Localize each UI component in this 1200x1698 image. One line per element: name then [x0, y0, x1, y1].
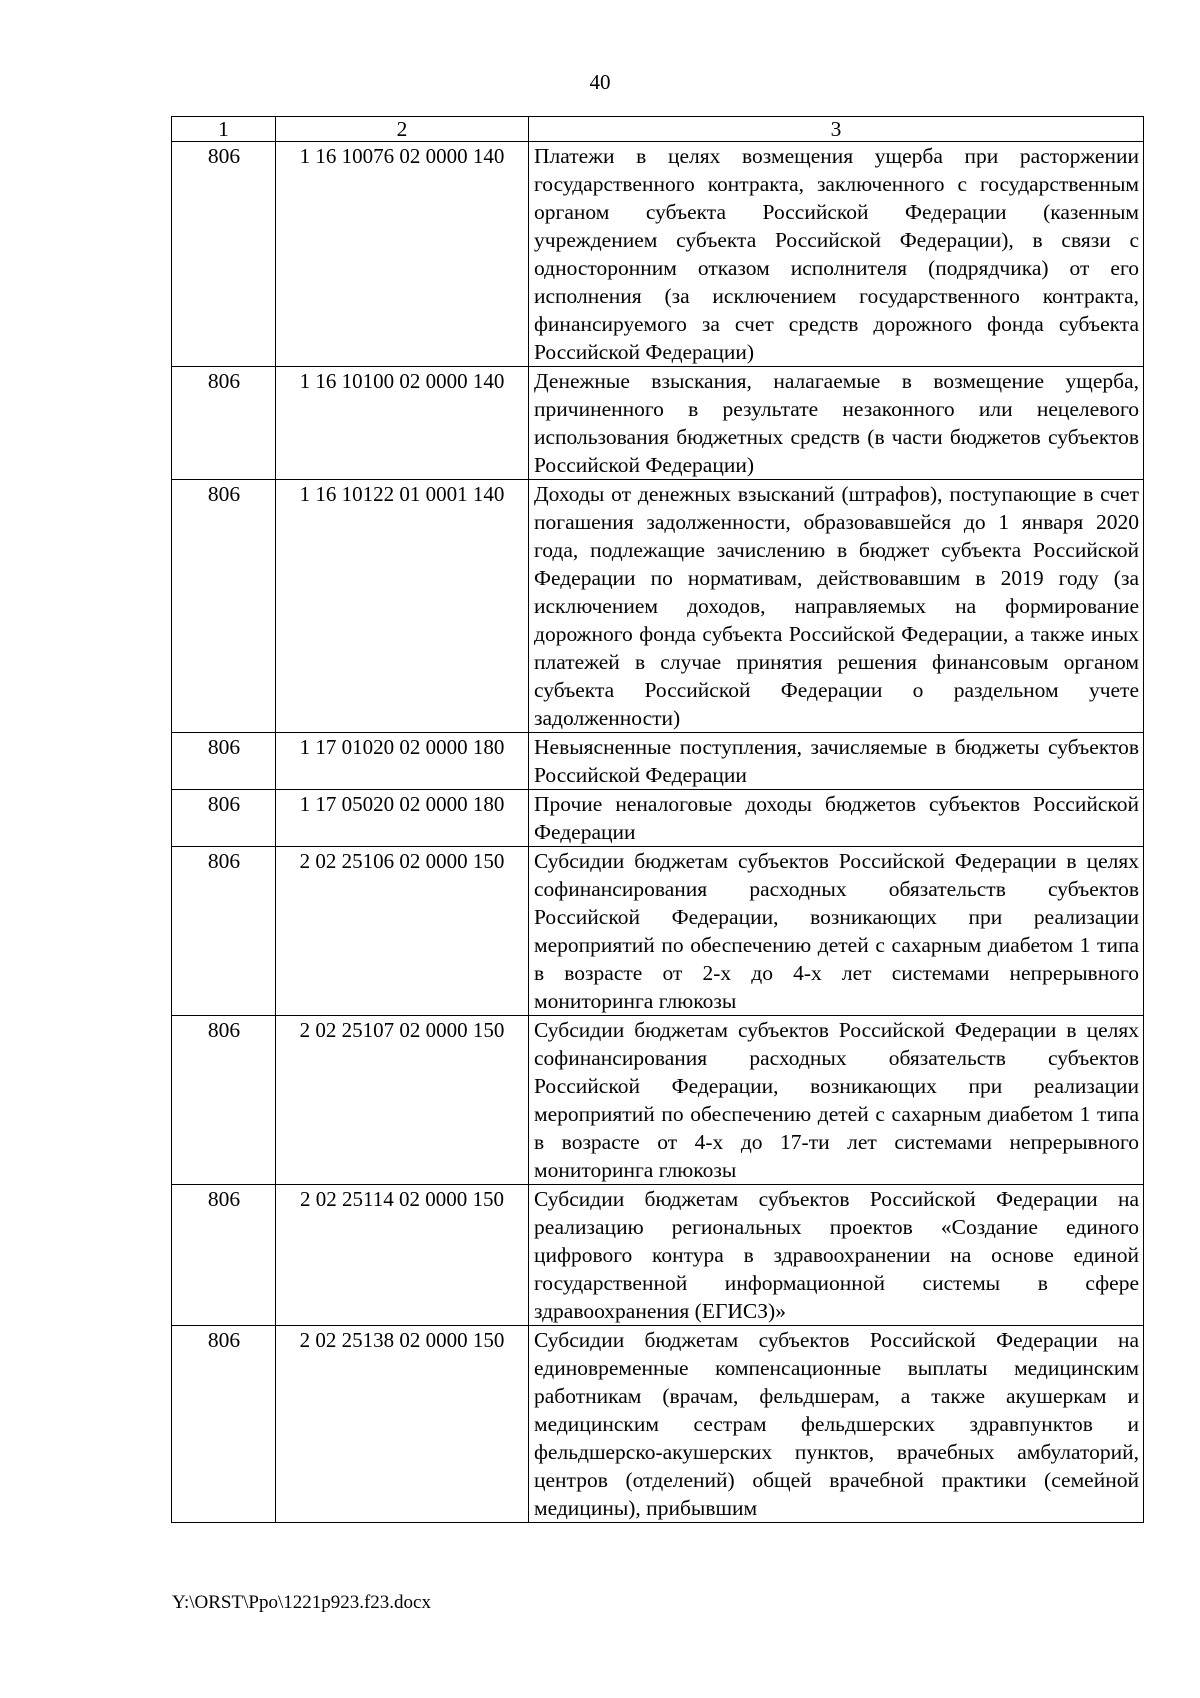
budget-code-cell: 1 16 10076 02 0000 140 — [276, 142, 529, 367]
budget-code-cell: 2 02 25106 02 0000 150 — [276, 847, 529, 1016]
budget-code-cell: 2 02 25107 02 0000 150 — [276, 1016, 529, 1185]
page-number: 40 — [589, 70, 611, 94]
income-name-cell: Платежи в целях возмещения ущерба при расторжении государственного контракта, заключенного с государственным органом субъекта Российской Федерации (казенным учреждением субъекта Российской Федерации), в связи с односторонним отказом исполнителя (подрядчика) от его исполнения (за исключением государственного контракта, финансируемого за счет средств дорожного фонда субъекта Российской Федерации) — [529, 142, 1144, 367]
income-codes-table — [171, 116, 1144, 1523]
income-name-cell: Субсидии бюджетам субъектов Российской Федерации в целях софинансирования расходных обязательств субъектов Российской Федерации, возникающих при реализации мероприятий по обеспечению детей с сахарным диабетом 1 типа в возрасте от 2-х до 4-х лет системами непрерывного мониторинга глюкозы — [529, 847, 1144, 1016]
table-row — [172, 1185, 1144, 1326]
admin-code-cell: 806 — [172, 1326, 276, 1523]
budget-code-cell: 1 17 05020 02 0000 180 — [276, 790, 529, 847]
admin-code-cell: 806 — [172, 847, 276, 1016]
admin-code-cell: 806 — [172, 1185, 276, 1326]
table-row — [172, 367, 1144, 480]
admin-code-cell: 806 — [172, 142, 276, 367]
column-header-1: 1 — [172, 117, 276, 142]
table-row — [172, 1016, 1144, 1185]
file-path-footer: Y:\ORST\Ppo\1221p923.f23.docx — [172, 1592, 431, 1613]
table-header-row — [172, 117, 1144, 142]
budget-code-cell: 1 16 10100 02 0000 140 — [276, 367, 529, 480]
budget-code-cell: 1 17 01020 02 0000 180 — [276, 733, 529, 790]
table-row — [172, 790, 1144, 847]
budget-code-cell: 1 16 10122 01 0001 140 — [276, 480, 529, 733]
income-name-cell: Субсидии бюджетам субъектов Российской Федерации на реализацию региональных проектов «Создание единого цифрового контура в здравоохранении на основе единой государственной информационной системы в сфере здравоохранения (ЕГИСЗ)» — [529, 1185, 1144, 1326]
budget-code-cell: 2 02 25114 02 0000 150 — [276, 1185, 529, 1326]
admin-code-cell: 806 — [172, 367, 276, 480]
income-name-cell: Доходы от денежных взысканий (штрафов), поступающие в счет погашения задолженности, образовавшейся до 1 января 2020 года, подлежащие зачислению в бюджет субъекта Российской Федерации по нормативам, действовавшим в 2019 году (за исключением доходов, направляемых на формирование дорожного фонда субъекта Российской Федерации, а также иных платежей в случае принятия решения финансовым органом субъекта Российской Федерации о раздельном учете задолженности) — [529, 480, 1144, 733]
table-row — [172, 847, 1144, 1016]
table-row — [172, 1326, 1144, 1523]
income-name-cell: Субсидии бюджетам субъектов Российской Федерации в целях софинансирования расходных обязательств субъектов Российской Федерации, возникающих при реализации мероприятий по обеспечению детей с сахарным диабетом 1 типа в возрасте от 4-х до 17-ти лет системами непрерывного мониторинга глюкозы — [529, 1016, 1144, 1185]
column-header-2: 2 — [276, 117, 529, 142]
budget-code-cell: 2 02 25138 02 0000 150 — [276, 1326, 529, 1523]
table-row — [172, 733, 1144, 790]
table-row — [172, 480, 1144, 733]
admin-code-cell: 806 — [172, 733, 276, 790]
income-name-cell: Денежные взыскания, налагаемые в возмещение ущерба, причиненного в результате незаконного или нецелевого использования бюджетных средств (в части бюджетов субъектов Российской Федерации) — [529, 367, 1144, 480]
income-name-cell: Субсидии бюджетам субъектов Российской Федерации на единовременные компенсационные выплаты медицинским работникам (врачам, фельдшерам, а также акушеркам и медицинским сестрам фельдшерских здравпунктов и фельдшерско-акушерских пунктов, врачебных амбулаторий, центров (отделений) общей врачебной практики (семейной медицины), прибывшим — [529, 1326, 1144, 1523]
admin-code-cell: 806 — [172, 790, 276, 847]
admin-code-cell: 806 — [172, 1016, 276, 1185]
admin-code-cell: 806 — [172, 480, 276, 733]
table-row — [172, 142, 1144, 367]
income-name-cell: Невыясненные поступления, зачисляемые в бюджеты субъектов Российской Федерации — [529, 733, 1144, 790]
column-header-3: 3 — [529, 117, 1144, 142]
income-name-cell: Прочие неналоговые доходы бюджетов субъектов Российской Федерации — [529, 790, 1144, 847]
